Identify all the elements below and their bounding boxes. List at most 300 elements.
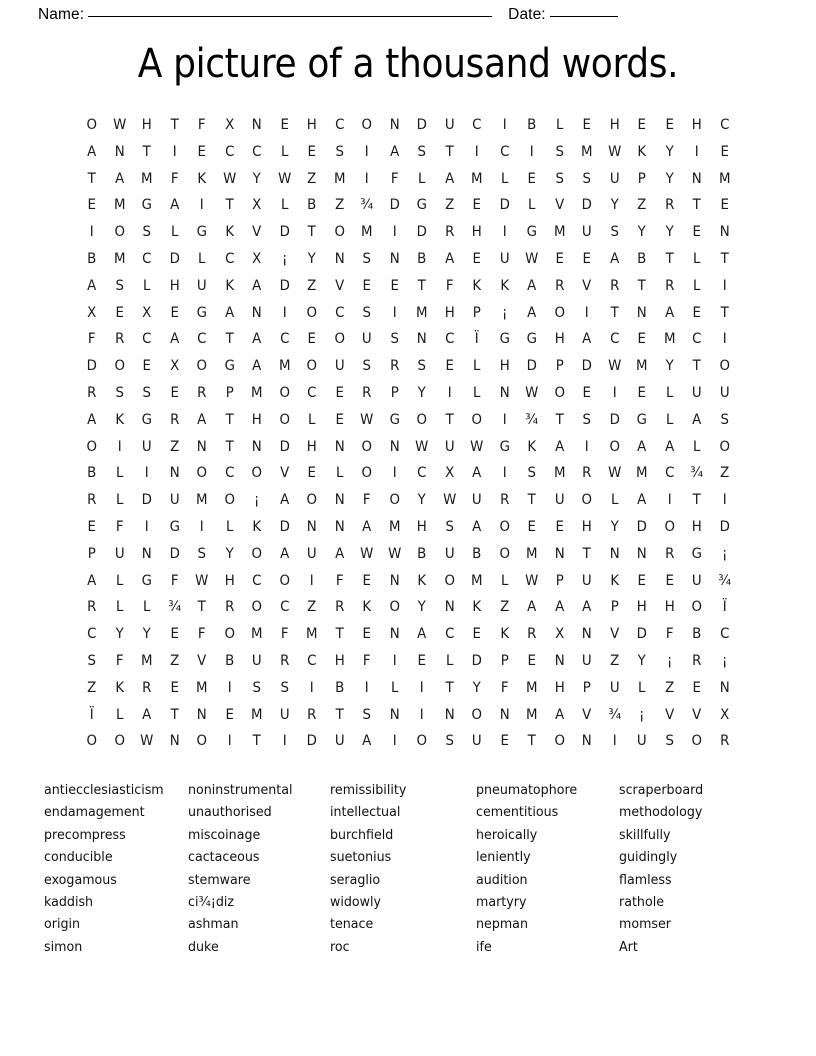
grid-cell[interactable]: R xyxy=(114,331,124,348)
grid-cell[interactable]: S xyxy=(335,143,344,160)
grid-cell[interactable]: C xyxy=(224,250,234,267)
grid-cell[interactable]: G xyxy=(526,331,537,348)
grid-cell[interactable]: U xyxy=(114,545,125,562)
grid-cell[interactable]: M xyxy=(250,706,263,723)
grid-cell[interactable]: E xyxy=(500,733,509,750)
grid-cell[interactable]: A xyxy=(87,277,97,294)
grid-cell[interactable]: I xyxy=(722,277,727,294)
grid-cell[interactable]: N xyxy=(196,706,207,723)
grid-cell[interactable]: U xyxy=(334,358,345,375)
word-list-item[interactable]: scraperboard xyxy=(619,783,704,798)
grid-cell[interactable]: U xyxy=(499,250,510,267)
grid-cell[interactable]: N xyxy=(554,545,565,562)
grid-cell[interactable]: E xyxy=(665,572,674,589)
grid-cell[interactable]: G xyxy=(691,545,702,562)
grid-cell[interactable]: H xyxy=(664,599,675,616)
grid-cell[interactable]: A xyxy=(444,250,454,267)
grid-cell[interactable]: V xyxy=(252,224,262,241)
grid-cell[interactable]: S xyxy=(720,411,729,428)
grid-cell[interactable]: N xyxy=(306,518,317,535)
grid-cell[interactable]: I xyxy=(309,572,314,589)
grid-cell[interactable]: O xyxy=(718,438,730,455)
grid-cell[interactable]: U xyxy=(554,492,565,509)
grid-cell[interactable]: E xyxy=(280,117,289,133)
grid-cell[interactable]: C xyxy=(499,143,509,160)
grid-cell[interactable]: I xyxy=(502,117,507,133)
grid-cell[interactable]: T xyxy=(335,626,344,643)
grid-cell[interactable]: P xyxy=(472,304,481,321)
grid-cell[interactable]: R xyxy=(279,652,289,669)
grid-cell[interactable]: L xyxy=(638,679,646,696)
grid-cell[interactable]: U xyxy=(691,384,702,401)
grid-cell[interactable]: U xyxy=(444,545,455,562)
grid-cell[interactable]: R xyxy=(692,652,702,669)
grid-cell[interactable]: S xyxy=(252,679,261,696)
grid-cell[interactable]: Y xyxy=(665,358,674,375)
grid-cell[interactable]: W xyxy=(195,572,209,589)
grid-cell[interactable]: C xyxy=(87,626,97,643)
grid-cell[interactable]: X xyxy=(87,304,97,321)
grid-cell[interactable]: F xyxy=(665,626,674,643)
grid-cell[interactable]: I xyxy=(227,733,232,750)
grid-cell[interactable]: E xyxy=(170,679,179,696)
grid-cell[interactable]: S xyxy=(115,277,124,294)
grid-cell[interactable]: U xyxy=(581,224,592,241)
grid-cell[interactable]: R xyxy=(307,706,317,723)
grid-cell[interactable]: E xyxy=(582,117,591,133)
grid-cell[interactable]: ¡ xyxy=(281,250,287,267)
grid-cell[interactable]: M xyxy=(553,224,565,241)
grid-cell[interactable]: T xyxy=(225,411,234,428)
grid-cell[interactable]: P xyxy=(87,545,96,562)
grid-cell[interactable]: V xyxy=(609,626,619,643)
word-list-item[interactable]: simon xyxy=(44,939,83,955)
grid-cell[interactable]: O xyxy=(86,438,97,455)
grid-cell[interactable]: H xyxy=(334,652,345,669)
grid-cell[interactable]: U xyxy=(691,572,702,589)
grid-cell[interactable]: S xyxy=(280,679,289,696)
grid-cell[interactable]: Z xyxy=(334,197,344,214)
grid-cell[interactable]: L xyxy=(610,492,618,509)
grid-cell[interactable]: L xyxy=(693,250,701,267)
word-list-item[interactable]: ci¾¡diz xyxy=(188,895,235,911)
grid-cell[interactable]: Z xyxy=(444,197,454,214)
grid-cell[interactable]: U xyxy=(581,652,592,669)
grid-cell[interactable]: M xyxy=(195,492,208,509)
grid-cell[interactable]: Y xyxy=(417,492,426,509)
grid-cell[interactable]: A xyxy=(252,358,262,375)
grid-cell[interactable]: E xyxy=(637,117,646,133)
grid-cell[interactable]: B xyxy=(87,465,97,482)
grid-cell[interactable]: C xyxy=(692,331,702,348)
grid-cell[interactable]: F xyxy=(115,652,124,669)
grid-cell[interactable]: N xyxy=(169,465,180,482)
word-list-item[interactable]: methodology xyxy=(619,805,703,821)
grid-cell[interactable]: A xyxy=(444,170,454,187)
grid-cell[interactable]: M xyxy=(525,679,538,696)
grid-cell[interactable]: A xyxy=(87,411,97,428)
grid-cell[interactable]: O xyxy=(471,706,482,723)
grid-cell[interactable]: B xyxy=(637,250,647,267)
grid-cell[interactable]: E xyxy=(720,143,729,160)
grid-cell[interactable]: W xyxy=(277,170,291,187)
grid-cell[interactable]: T xyxy=(555,411,564,428)
grid-cell[interactable]: M xyxy=(195,679,208,696)
grid-cell[interactable]: C xyxy=(197,331,207,348)
grid-cell[interactable]: R xyxy=(499,492,509,509)
grid-cell[interactable]: I xyxy=(584,438,589,455)
grid-cell[interactable]: P xyxy=(637,170,646,187)
grid-cell[interactable]: L xyxy=(390,679,398,696)
grid-cell[interactable]: C xyxy=(142,250,152,267)
grid-cell[interactable]: F xyxy=(500,679,509,696)
grid-cell[interactable]: L xyxy=(500,572,508,589)
grid-cell[interactable]: U xyxy=(471,733,482,750)
word-list-item[interactable]: intellectual xyxy=(330,805,401,821)
grid-cell[interactable]: R xyxy=(197,384,207,401)
grid-cell[interactable]: N xyxy=(719,224,730,241)
grid-cell[interactable]: T xyxy=(527,492,536,509)
grid-cell[interactable]: F xyxy=(87,331,96,348)
grid-cell[interactable]: D xyxy=(719,518,730,535)
grid-cell[interactable]: M xyxy=(140,652,153,669)
grid-cell[interactable]: E xyxy=(692,679,701,696)
grid-cell[interactable]: S xyxy=(582,411,591,428)
grid-cell[interactable]: H xyxy=(416,518,427,535)
grid-cell[interactable]: R xyxy=(609,277,619,294)
grid-cell[interactable]: B xyxy=(87,250,97,267)
grid-cell[interactable]: D xyxy=(636,626,647,643)
grid-cell[interactable]: H xyxy=(691,518,702,535)
grid-cell[interactable]: N xyxy=(334,492,345,509)
grid-cell[interactable]: D xyxy=(279,277,290,294)
grid-cell[interactable]: I xyxy=(282,733,287,750)
grid-cell[interactable]: D xyxy=(581,358,592,375)
grid-cell[interactable]: I xyxy=(392,465,397,482)
grid-cell[interactable]: L xyxy=(555,117,563,133)
grid-cell[interactable]: O xyxy=(113,358,125,375)
grid-cell[interactable]: O xyxy=(251,599,262,616)
grid-cell[interactable]: R xyxy=(87,384,97,401)
grid-cell[interactable]: G xyxy=(499,331,510,348)
grid-cell[interactable]: I xyxy=(722,331,727,348)
grid-cell[interactable]: A xyxy=(252,277,262,294)
grid-cell[interactable]: O xyxy=(416,411,427,428)
grid-cell[interactable]: M xyxy=(718,170,730,187)
grid-cell[interactable]: I xyxy=(722,492,727,509)
grid-cell[interactable]: V xyxy=(197,652,207,669)
grid-cell[interactable]: C xyxy=(279,599,289,616)
grid-cell[interactable]: T xyxy=(142,143,151,160)
grid-cell[interactable]: ¾ xyxy=(607,706,621,723)
grid-cell[interactable]: F xyxy=(280,626,289,643)
grid-cell[interactable]: I xyxy=(144,465,149,482)
grid-cell[interactable]: G xyxy=(389,411,400,428)
word-list-item[interactable]: kaddish xyxy=(44,895,94,911)
grid-cell[interactable]: C xyxy=(224,143,234,160)
grid-cell[interactable]: V xyxy=(582,277,592,294)
grid-cell[interactable]: P xyxy=(500,652,509,669)
grid-cell[interactable]: I xyxy=(227,679,232,696)
grid-cell[interactable]: E xyxy=(637,331,646,348)
grid-cell[interactable]: Y xyxy=(252,170,261,187)
grid-cell[interactable]: K xyxy=(472,599,482,616)
grid-cell[interactable]: A xyxy=(224,304,234,321)
grid-cell[interactable]: M xyxy=(113,250,125,267)
grid-cell[interactable]: H xyxy=(306,117,317,133)
grid-cell[interactable]: Z xyxy=(499,599,509,616)
grid-cell[interactable]: N xyxy=(389,438,400,455)
grid-cell[interactable]: I xyxy=(392,733,397,750)
grid-cell[interactable]: W xyxy=(222,170,236,187)
grid-cell[interactable]: N xyxy=(581,733,592,750)
grid-cell[interactable]: B xyxy=(307,197,317,214)
word-list-item[interactable]: exogamous xyxy=(44,872,117,888)
grid-cell[interactable]: Z xyxy=(609,652,619,669)
grid-cell[interactable]: I xyxy=(502,224,507,241)
grid-cell[interactable]: A xyxy=(582,331,592,348)
grid-cell[interactable]: E xyxy=(472,197,481,214)
grid-cell[interactable]: P xyxy=(390,384,399,401)
word-list-item[interactable]: unauthorised xyxy=(188,805,272,821)
grid-cell[interactable]: M xyxy=(250,384,263,401)
grid-cell[interactable]: O xyxy=(278,384,290,401)
grid-cell[interactable]: T xyxy=(170,706,179,723)
grid-cell[interactable]: L xyxy=(170,224,178,241)
grid-cell[interactable]: Ï xyxy=(722,599,727,616)
word-list-item[interactable]: flamless xyxy=(619,872,672,888)
grid-cell[interactable]: ¾ xyxy=(167,599,181,616)
grid-cell[interactable]: I xyxy=(199,518,204,535)
grid-cell[interactable]: E xyxy=(720,197,729,214)
grid-cell[interactable]: I xyxy=(364,143,369,160)
grid-cell[interactable]: E xyxy=(665,117,674,133)
grid-cell[interactable]: A xyxy=(554,706,564,723)
grid-cell[interactable]: L xyxy=(418,170,426,187)
grid-cell[interactable]: H xyxy=(554,331,565,348)
grid-cell[interactable]: M xyxy=(635,465,648,482)
grid-cell[interactable]: H xyxy=(691,117,702,133)
grid-cell[interactable]: Ï xyxy=(474,331,479,348)
grid-cell[interactable]: G xyxy=(141,411,152,428)
grid-cell[interactable]: N xyxy=(251,304,262,321)
grid-cell[interactable]: R xyxy=(334,599,344,616)
grid-cell[interactable]: O xyxy=(223,492,235,509)
grid-cell[interactable]: ¡ xyxy=(666,652,672,669)
grid-cell[interactable]: I xyxy=(392,652,397,669)
grid-cell[interactable]: S xyxy=(555,170,564,187)
grid-cell[interactable]: O xyxy=(306,358,317,375)
grid-cell[interactable]: M xyxy=(305,626,318,643)
grid-cell[interactable]: K xyxy=(114,411,124,428)
grid-cell[interactable]: T xyxy=(197,599,206,616)
grid-cell[interactable]: A xyxy=(417,626,427,643)
grid-cell[interactable]: I xyxy=(502,411,507,428)
grid-cell[interactable]: B xyxy=(224,652,234,669)
grid-cell[interactable]: T xyxy=(692,358,701,375)
grid-cell[interactable]: U xyxy=(581,572,592,589)
grid-cell[interactable]: A xyxy=(554,599,564,616)
grid-cell[interactable]: O xyxy=(361,438,372,455)
word-list-item[interactable]: miscoinage xyxy=(188,827,261,843)
word-list-item[interactable]: momser xyxy=(619,917,672,933)
grid-cell[interactable]: A xyxy=(527,599,537,616)
grid-cell[interactable]: Y xyxy=(610,518,619,535)
grid-cell[interactable]: K xyxy=(637,143,647,160)
grid-cell[interactable]: B xyxy=(527,117,537,133)
grid-cell[interactable]: R xyxy=(582,465,592,482)
grid-cell[interactable]: O xyxy=(388,599,400,616)
grid-cell[interactable]: D xyxy=(416,224,427,241)
grid-cell[interactable]: Z xyxy=(719,465,729,482)
grid-cell[interactable]: V xyxy=(664,706,674,723)
grid-cell[interactable]: H xyxy=(169,277,180,294)
grid-cell[interactable]: K xyxy=(472,277,482,294)
grid-cell[interactable]: G xyxy=(526,224,537,241)
grid-cell[interactable]: I xyxy=(282,304,287,321)
grid-cell[interactable]: S xyxy=(610,224,619,241)
grid-cell[interactable]: T xyxy=(170,117,179,133)
grid-cell[interactable]: W xyxy=(470,438,484,455)
grid-cell[interactable]: B xyxy=(417,545,427,562)
grid-cell[interactable]: D xyxy=(279,518,290,535)
grid-cell[interactable]: E xyxy=(472,250,481,267)
grid-cell[interactable]: O xyxy=(553,384,565,401)
grid-cell[interactable]: E xyxy=(555,250,564,267)
grid-cell[interactable]: N xyxy=(196,438,207,455)
grid-cell[interactable]: E xyxy=(87,518,96,535)
grid-cell[interactable]: F xyxy=(335,572,344,589)
word-list-item[interactable]: nepman xyxy=(476,917,528,933)
grid-cell[interactable]: U xyxy=(719,384,730,401)
grid-cell[interactable]: G xyxy=(224,358,235,375)
grid-cell[interactable]: I xyxy=(474,143,479,160)
grid-cell[interactable]: U xyxy=(636,733,647,750)
grid-cell[interactable]: I xyxy=(612,733,617,750)
grid-cell[interactable]: S xyxy=(362,250,371,267)
grid-cell[interactable]: A xyxy=(362,518,372,535)
grid-cell[interactable]: M xyxy=(635,358,648,375)
grid-cell[interactable]: L xyxy=(280,197,288,214)
grid-cell[interactable]: R xyxy=(224,599,234,616)
grid-cell[interactable]: O xyxy=(196,465,207,482)
word-list-item[interactable]: duke xyxy=(188,939,219,955)
grid-cell[interactable]: C xyxy=(252,572,262,589)
grid-cell[interactable]: N xyxy=(554,652,565,669)
grid-cell[interactable]: L xyxy=(115,492,123,509)
grid-cell[interactable]: ¡ xyxy=(254,492,260,509)
grid-cell[interactable]: C xyxy=(252,143,262,160)
grid-cell[interactable]: O xyxy=(581,492,592,509)
grid-cell[interactable]: K xyxy=(362,599,372,616)
grid-cell[interactable]: Y xyxy=(417,384,426,401)
grid-cell[interactable]: O xyxy=(691,733,702,750)
grid-cell[interactable]: R xyxy=(527,626,537,643)
grid-cell[interactable]: E xyxy=(307,143,316,160)
grid-cell[interactable]: M xyxy=(360,224,373,241)
grid-cell[interactable]: A xyxy=(197,411,207,428)
grid-cell[interactable]: X xyxy=(554,626,564,643)
grid-cell[interactable]: W xyxy=(415,438,429,455)
grid-cell[interactable]: E xyxy=(335,384,344,401)
grid-cell[interactable]: G xyxy=(636,411,647,428)
grid-cell[interactable]: E xyxy=(362,277,371,294)
grid-cell[interactable]: X xyxy=(719,706,729,723)
word-list-item[interactable]: skillfully xyxy=(619,827,671,843)
grid-cell[interactable]: F xyxy=(362,652,371,669)
grid-cell[interactable]: Y xyxy=(307,250,316,267)
grid-cell[interactable]: X xyxy=(252,197,262,214)
grid-cell[interactable]: O xyxy=(663,518,675,535)
grid-cell[interactable]: L xyxy=(693,277,701,294)
grid-cell[interactable]: E xyxy=(472,626,481,643)
grid-cell[interactable]: C xyxy=(224,465,234,482)
word-list-item[interactable]: guidingly xyxy=(619,850,678,866)
grid-cell[interactable]: E xyxy=(527,652,536,669)
grid-cell[interactable]: I xyxy=(309,679,314,696)
word-list-item[interactable]: ife xyxy=(476,939,492,955)
word-list-item[interactable]: cementitious xyxy=(476,805,559,821)
grid-cell[interactable]: E xyxy=(637,384,646,401)
grid-cell[interactable]: D xyxy=(499,197,510,214)
grid-cell[interactable]: N xyxy=(581,626,592,643)
word-list-item[interactable]: leniently xyxy=(476,850,531,866)
grid-cell[interactable]: O xyxy=(416,733,427,750)
grid-cell[interactable]: H xyxy=(224,572,235,589)
grid-cell[interactable]: N xyxy=(444,599,455,616)
word-list-item[interactable]: antiecclesiasticism xyxy=(44,783,164,798)
grid-cell[interactable]: I xyxy=(117,438,122,455)
word-list-item[interactable]: noninstrumental xyxy=(188,783,293,798)
grid-cell[interactable]: W xyxy=(525,572,539,589)
grid-cell[interactable]: T xyxy=(665,250,674,267)
grid-cell[interactable]: D xyxy=(279,438,290,455)
grid-cell[interactable]: M xyxy=(250,626,263,643)
grid-cell[interactable]: H xyxy=(554,679,565,696)
word-list-item[interactable]: conducible xyxy=(44,850,113,866)
grid-cell[interactable]: O xyxy=(333,331,345,348)
grid-cell[interactable]: M xyxy=(525,706,538,723)
grid-cell[interactable]: R xyxy=(719,733,729,750)
grid-cell[interactable]: O xyxy=(278,572,290,589)
grid-cell[interactable]: E xyxy=(582,250,591,267)
grid-cell[interactable]: O xyxy=(361,117,372,133)
grid-cell[interactable]: W xyxy=(607,358,621,375)
grid-cell[interactable]: R xyxy=(142,679,152,696)
grid-cell[interactable]: L xyxy=(115,465,123,482)
grid-cell[interactable]: L xyxy=(665,384,673,401)
grid-cell[interactable]: O xyxy=(251,545,262,562)
grid-cell[interactable]: D xyxy=(581,197,592,214)
grid-cell[interactable]: A xyxy=(554,438,564,455)
grid-cell[interactable]: C xyxy=(719,117,729,133)
grid-cell[interactable]: I xyxy=(89,224,94,241)
grid-cell[interactable]: I xyxy=(364,170,369,187)
grid-cell[interactable]: I xyxy=(447,384,452,401)
grid-cell[interactable]: M xyxy=(113,197,125,214)
grid-cell[interactable]: U xyxy=(306,545,317,562)
grid-cell[interactable]: K xyxy=(197,170,207,187)
grid-cell[interactable]: A xyxy=(114,170,124,187)
grid-cell[interactable]: K xyxy=(499,626,509,643)
grid-cell[interactable]: A xyxy=(252,331,262,348)
grid-cell[interactable]: R xyxy=(664,197,674,214)
grid-cell[interactable]: W xyxy=(360,411,374,428)
grid-cell[interactable]: Y xyxy=(142,626,151,643)
grid-cell[interactable]: U xyxy=(141,438,152,455)
grid-cell[interactable]: O xyxy=(498,545,510,562)
grid-cell[interactable]: I xyxy=(144,518,149,535)
